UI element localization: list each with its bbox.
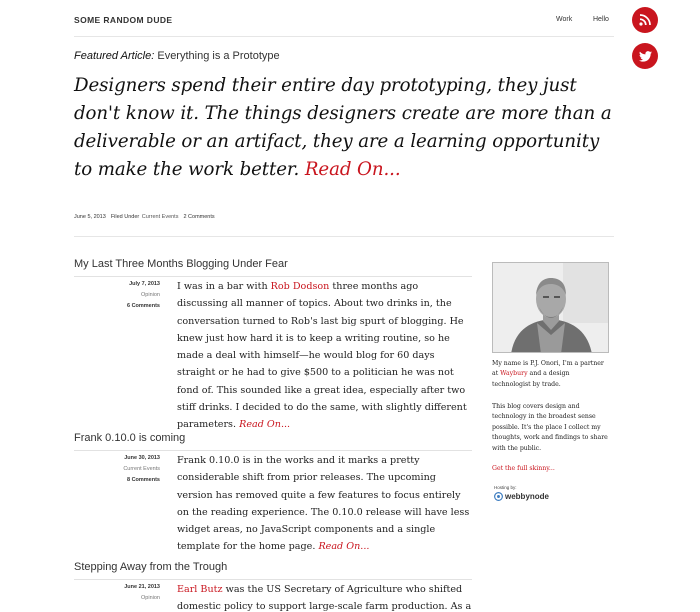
post-comments-link[interactable]: 6 Comments xyxy=(126,303,160,309)
bio-description: This blog covers design and technology in the broadest sense possible. It's the place I collect my thoughts, work and findings to share with the public. xyxy=(492,403,608,452)
rss-icon xyxy=(639,14,651,26)
post-meta xyxy=(74,453,160,486)
featured-divider xyxy=(74,236,614,237)
post-date: June 30, 2013 xyxy=(124,455,160,461)
webbynode-icon xyxy=(494,492,503,501)
post-title[interactable]: Frank 0.10.0 is coming xyxy=(74,432,186,444)
post-read-on-link[interactable]: Read On... xyxy=(239,419,291,431)
featured-headline xyxy=(74,72,614,184)
post-category-link[interactable]: Opinion xyxy=(141,292,160,298)
waybury-link[interactable]: Waybury xyxy=(500,370,528,378)
post-divider xyxy=(74,276,472,277)
hosting-label: Hosting by: xyxy=(494,485,517,490)
profile-photo xyxy=(492,262,609,353)
post-meta xyxy=(74,279,160,312)
featured-read-on-link[interactable]: Read On... xyxy=(304,159,401,180)
rob-dodson-link[interactable]: Rob Dodson xyxy=(270,281,330,292)
twitter-button[interactable] xyxy=(632,43,658,69)
post-read-on-link[interactable]: Read On... xyxy=(318,541,370,553)
site-title[interactable]: SOME RANDOM DUDE xyxy=(74,15,173,25)
post-meta xyxy=(74,582,160,604)
rss-button[interactable] xyxy=(632,7,658,33)
header-divider xyxy=(74,36,614,37)
featured-label xyxy=(74,50,280,62)
featured-comments-link[interactable]: 2 Comments xyxy=(183,214,215,220)
webbynode-logo-link[interactable] xyxy=(494,492,549,501)
post-excerpt: Earl Butz was the US Secretary of Agriculture who shifted domestic policy to support large-scale farm production. As a xyxy=(177,584,472,612)
featured-label-prefix: Featured Article: xyxy=(74,50,155,62)
post-title[interactable]: My Last Three Months Blogging Under Fear xyxy=(74,258,288,270)
featured-article-link[interactable]: Everything is a Prototype xyxy=(154,50,280,62)
featured-meta xyxy=(74,214,215,220)
featured-date: June 5, 2013 xyxy=(74,214,106,220)
post-divider xyxy=(74,579,472,580)
post-comments-link[interactable]: 8 Comments xyxy=(126,477,160,483)
twitter-icon xyxy=(639,51,652,62)
post-category-link[interactable]: Current Events xyxy=(123,466,160,472)
post-excerpt: I was in a bar with Rob Dodson three months ago discussing all manner of topics. About two drinks in, the conversation turned to Rob's last big spurt of blogging. He knew just how hard it is to keep a writing routine, so he made a deal with himself—he would blog for 60 days straight or he had to give $500 to a politician he was not fond of. This sounded like a great idea, especially after two stiff drinks. I decided to do the same, with slightly different parameters. Read On... xyxy=(177,281,467,431)
site-header xyxy=(0,0,700,40)
post-category-link[interactable]: Opinion xyxy=(141,595,160,601)
author-portrait-image xyxy=(493,263,609,353)
earl-butz-link[interactable]: Earl Butz xyxy=(177,584,223,595)
post-divider xyxy=(74,450,472,451)
webbynode-wordmark: webbynode xyxy=(505,492,550,501)
featured-filed-under: Filed Under Current Events xyxy=(110,214,179,220)
post-excerpt: Frank 0.10.0 is in the works and it marks a pretty considerable shift from prior releases. The upcoming version has removed quite a few features to focus entirely on the reading experience. The 0.10.0 release will have less widget areas, no JavaScript components and a single template for the home page. Read On... xyxy=(177,455,470,553)
post-date: July 7, 2013 xyxy=(129,281,160,287)
bio-intro: My name is P.J. Onori, I'm a partner at Waybury and a design technologist by trade. xyxy=(492,360,604,388)
post-date: June 21, 2013 xyxy=(124,584,160,590)
full-skinny-link[interactable]: Get the full skinny... xyxy=(492,465,555,472)
nav-work[interactable]: Work xyxy=(556,16,573,23)
nav-hello[interactable]: Hello xyxy=(593,16,609,23)
featured-headline-text: Designers spend their entire day prototyping, they just don't know it. The things designers create are more than a deliverable or an artifact, they are a learning opportunity to make the work better. xyxy=(74,75,612,180)
featured-category-link[interactable]: Current Events xyxy=(141,214,179,220)
post-title[interactable]: Stepping Away from the Trough xyxy=(74,561,228,573)
